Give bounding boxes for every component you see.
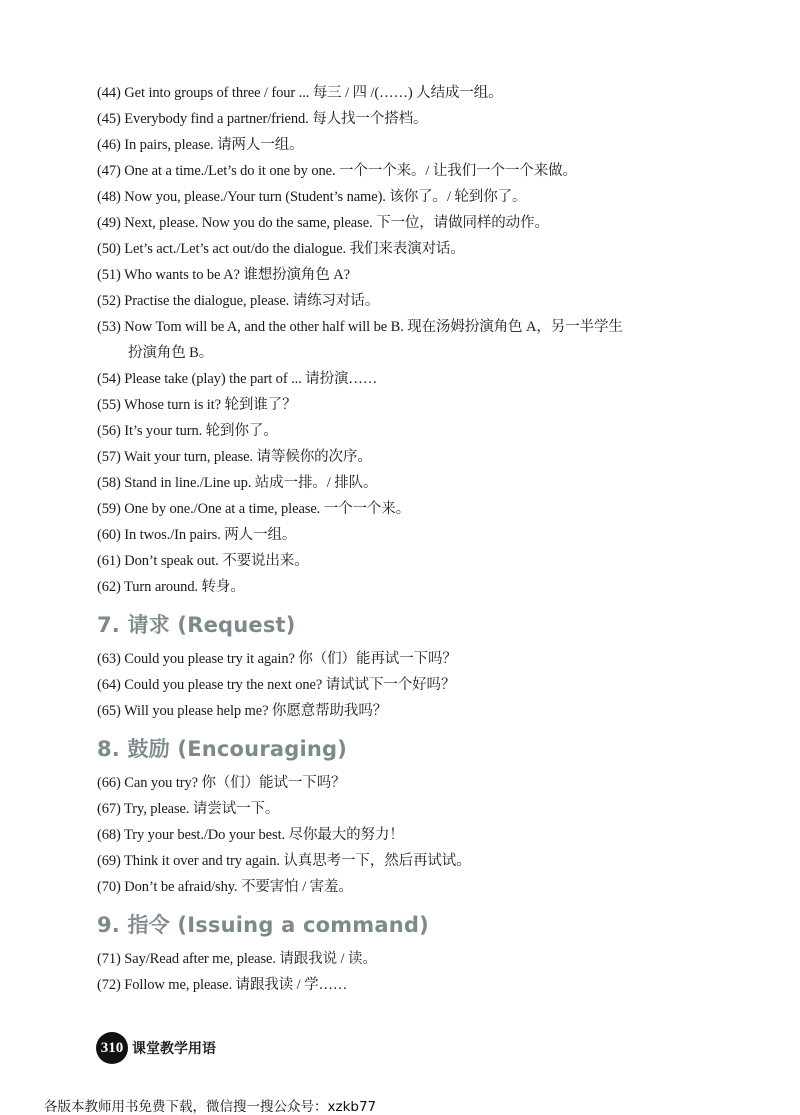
running-title: 课堂教学用语 [132,1041,216,1057]
phrase-66: (66) Can you try? 你（们）能试一下吗？ [97,775,346,791]
phrase-53-continuation: 扮演角色 B。 [128,345,214,361]
page-footer [96,1032,216,1064]
phrase-58: (58) Stand in line./Line up. 站成一排。/ 排队。 [97,475,378,491]
phrase-68: (68) Try your best./Do your best. 尽你最大的努力！ [97,827,404,843]
phrase-52: (52) Practise the dialogue, please. 请练习对话。 [97,293,380,309]
phrase-72: (72) Follow me, please. 请跟我读 / 学…… [97,977,348,993]
phrase-53-first-line: (53) Now Tom will be A, and the other half will be B. 现在汤姆扮演角色 A，另一半学生 [97,319,623,335]
page-number: 310 [96,1032,128,1064]
phrase-64: (64) Could you please try the next one? 请试试下一个好吗？ [97,677,456,693]
phrase-45: (45) Everybody find a partner/friend. 每人找一个搭档。 [97,111,428,127]
phrase-62: (62) Turn around. 转身。 [97,579,245,595]
phrase-list [97,80,717,998]
phrase-71: (71) Say/Read after me, please. 请跟我说 / 读。 [97,951,377,967]
phrase-54: (54) Please take (play) the part of ... 请扮演…… [97,371,378,387]
section-heading-request: 7. 请求 (Request) [97,613,296,637]
phrase-48: (48) Now you, please./Your turn (Student’s name). 该你了。/ 轮到你了。 [97,189,527,205]
phrase-65: (65) Will you please help me? 你愿意帮助我吗？ [97,703,388,719]
download-notice: 各版本教师用书免费下载，微信搜一搜公众号：xzkb77 [44,1099,377,1115]
phrase-67: (67) Try, please. 请尝试一下。 [97,801,280,817]
phrase-56: (56) It’s your turn. 轮到你了。 [97,423,278,439]
phrase-49: (49) Next, please. Now you do the same, please. 下一位，请做同样的动作。 [97,215,549,231]
section-heading-command: 9. 指令 (Issuing a command) [97,913,429,937]
phrase-69: (69) Think it over and try again. 认真思考一下，然后再试试。 [97,853,471,869]
phrase-47: (47) One at a time./Let’s do it one by one. 一个一个来。/ 让我们一个一个来做。 [97,163,577,179]
phrase-59: (59) One by one./One at a time, please. 一个一个来。 [97,501,411,517]
phrase-57: (57) Wait your turn, please. 请等候你的次序。 [97,449,372,465]
phrase-60: (60) In twos./In pairs. 两人一组。 [97,527,297,543]
phrase-61: (61) Don’t speak out. 不要说出来。 [97,553,309,569]
phrase-46: (46) In pairs, please. 请两人一组。 [97,137,304,153]
section-heading-encouraging: 8. 鼓励 (Encouraging) [97,737,348,761]
phrase-50: (50) Let’s act./Let’s act out/do the dialogue. 我们来表演对话。 [97,241,465,257]
phrase-55: (55) Whose turn is it? 轮到谁了？ [97,397,297,413]
phrase-53 [97,314,717,366]
phrase-51: (51) Who wants to be A? 谁想扮演角色 A? [97,267,350,283]
phrase-63: (63) Could you please try it again? 你（们）能再试一下吗？ [97,651,457,667]
phrase-70: (70) Don’t be afraid/shy. 不要害怕 / 害羞。 [97,879,353,895]
phrase-44: (44) Get into groups of three / four ... 每三 / 四 /(……) 人结成一组。 [97,85,503,101]
